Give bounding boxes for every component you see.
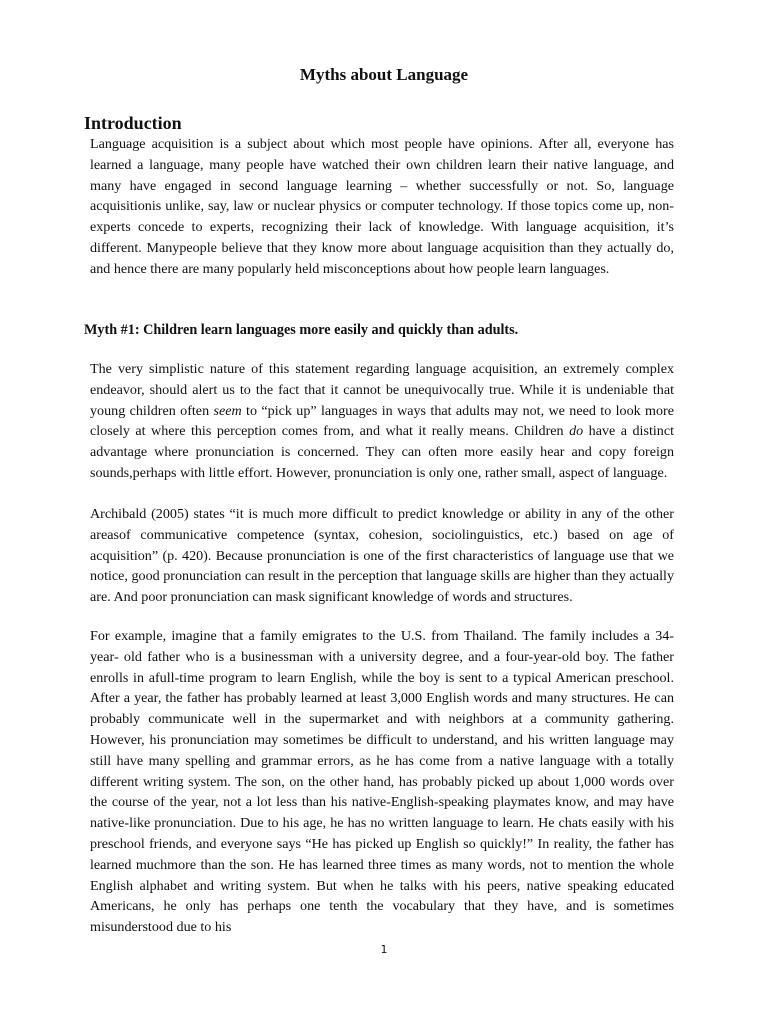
- myth1-paragraph-2-text: Archibald (2005) states “it is much more difficult to predict knowledge or ability in any of the other areasof communicative competence (syntax, cohesion, sociolinguistics, etc.) based on age of acquisition” (p. 420). Because pronunciation is one of the first characteristics of language use that we notice, good pronunciation can result in the perception that language skills are higher than they actually are. And poor pronunciation can mask significant knowledge of words and structures.: [90, 506, 674, 606]
- document-title: Myths about Language: [299, 65, 469, 84]
- introduction-text: Language acquisition is a subject about which most people have opinions. After all, everyone has learned a language, many people have watched their own children learn their native language, and many have engaged in second language learning – whether successfully or not. So, language acquisitionis unlike, say, law or nuclear physics or computer technology. If those topics come up, non-experts concede to experts, recognizing their lack of knowledge. With language acquisition, it’s different. Manypeople believe that they know more about language acquisition than they actually do, and hence there are many popularly held misconceptions about how people learn languages.: [90, 136, 674, 277]
- myth1-paragraph-2: [90, 504, 674, 608]
- myth1-paragraph-1-text: [90, 359, 674, 484]
- myth1-paragraph-1: [90, 359, 674, 484]
- introduction-heading: Introduction: [84, 113, 182, 133]
- myth1-heading: Myth #1: Children learn languages more easily and quickly than adults.: [84, 322, 519, 338]
- myth1-p1-part3: have a distinct advantage where pronunciation is concerned. They can often more easily hear and copy foreign sounds,perhaps with little effort. However, pronunciation is only one, rather small, aspect of language.: [90, 423, 674, 481]
- introduction-paragraph: [90, 134, 674, 280]
- myth1-paragraph-3: [90, 626, 674, 938]
- myth1-paragraph-3-text: For example, imagine that a family emigrates to the U.S. from Thailand. The family includes a 34-year- old father who is a businessman with a university degree, and a four-year-old boy. The father enrolls in afull-time program to learn English, while the boy is sent to a typical American preschool. After a year, the father has probably learned at least 3,000 English words and many structures. He can probably communicate well in the supermarket and with neighbors at a community gathering. However, his pronunciation may sometimes be difficult to understand, and his written language may still have many spelling and grammar errors, as he has come from a native language with a totally different writing system. The son, on the other hand, has probably picked up about 1,000 words over the course of the year, not a lot less than his native-English-speaking playmates know, and may have native-like pronunciation. Due to his age, he has no written language to learn. He chats easily with his preschool friends, and everyone says “He has picked up English so quickly!” In reality, the father has learned muchmore than the son. He has learned three times as many words, not to mention the whole English alphabet and writing system. But when he talks with his peers, native speaking educated Americans, he only has perhaps one tenth the vocabulary that they have, and is sometimes misunderstood due to his: [90, 628, 674, 936]
- myth1-p1-seem: seem: [213, 402, 242, 419]
- myth1-p1-do: do: [569, 423, 584, 440]
- myth1-p1-part2: to “pick up” languages in ways that adults may not, we need to look more closely at where this perception comes from, and what it really means. Children: [90, 402, 674, 440]
- myth1-p1-part1: The very simplistic nature of this statement regarding language acquisition, an extremely complex endeavor, should alert us to the fact that it cannot be unequivocally true. While it is undeniable that young children often: [90, 361, 674, 419]
- page-number: 1: [380, 943, 388, 956]
